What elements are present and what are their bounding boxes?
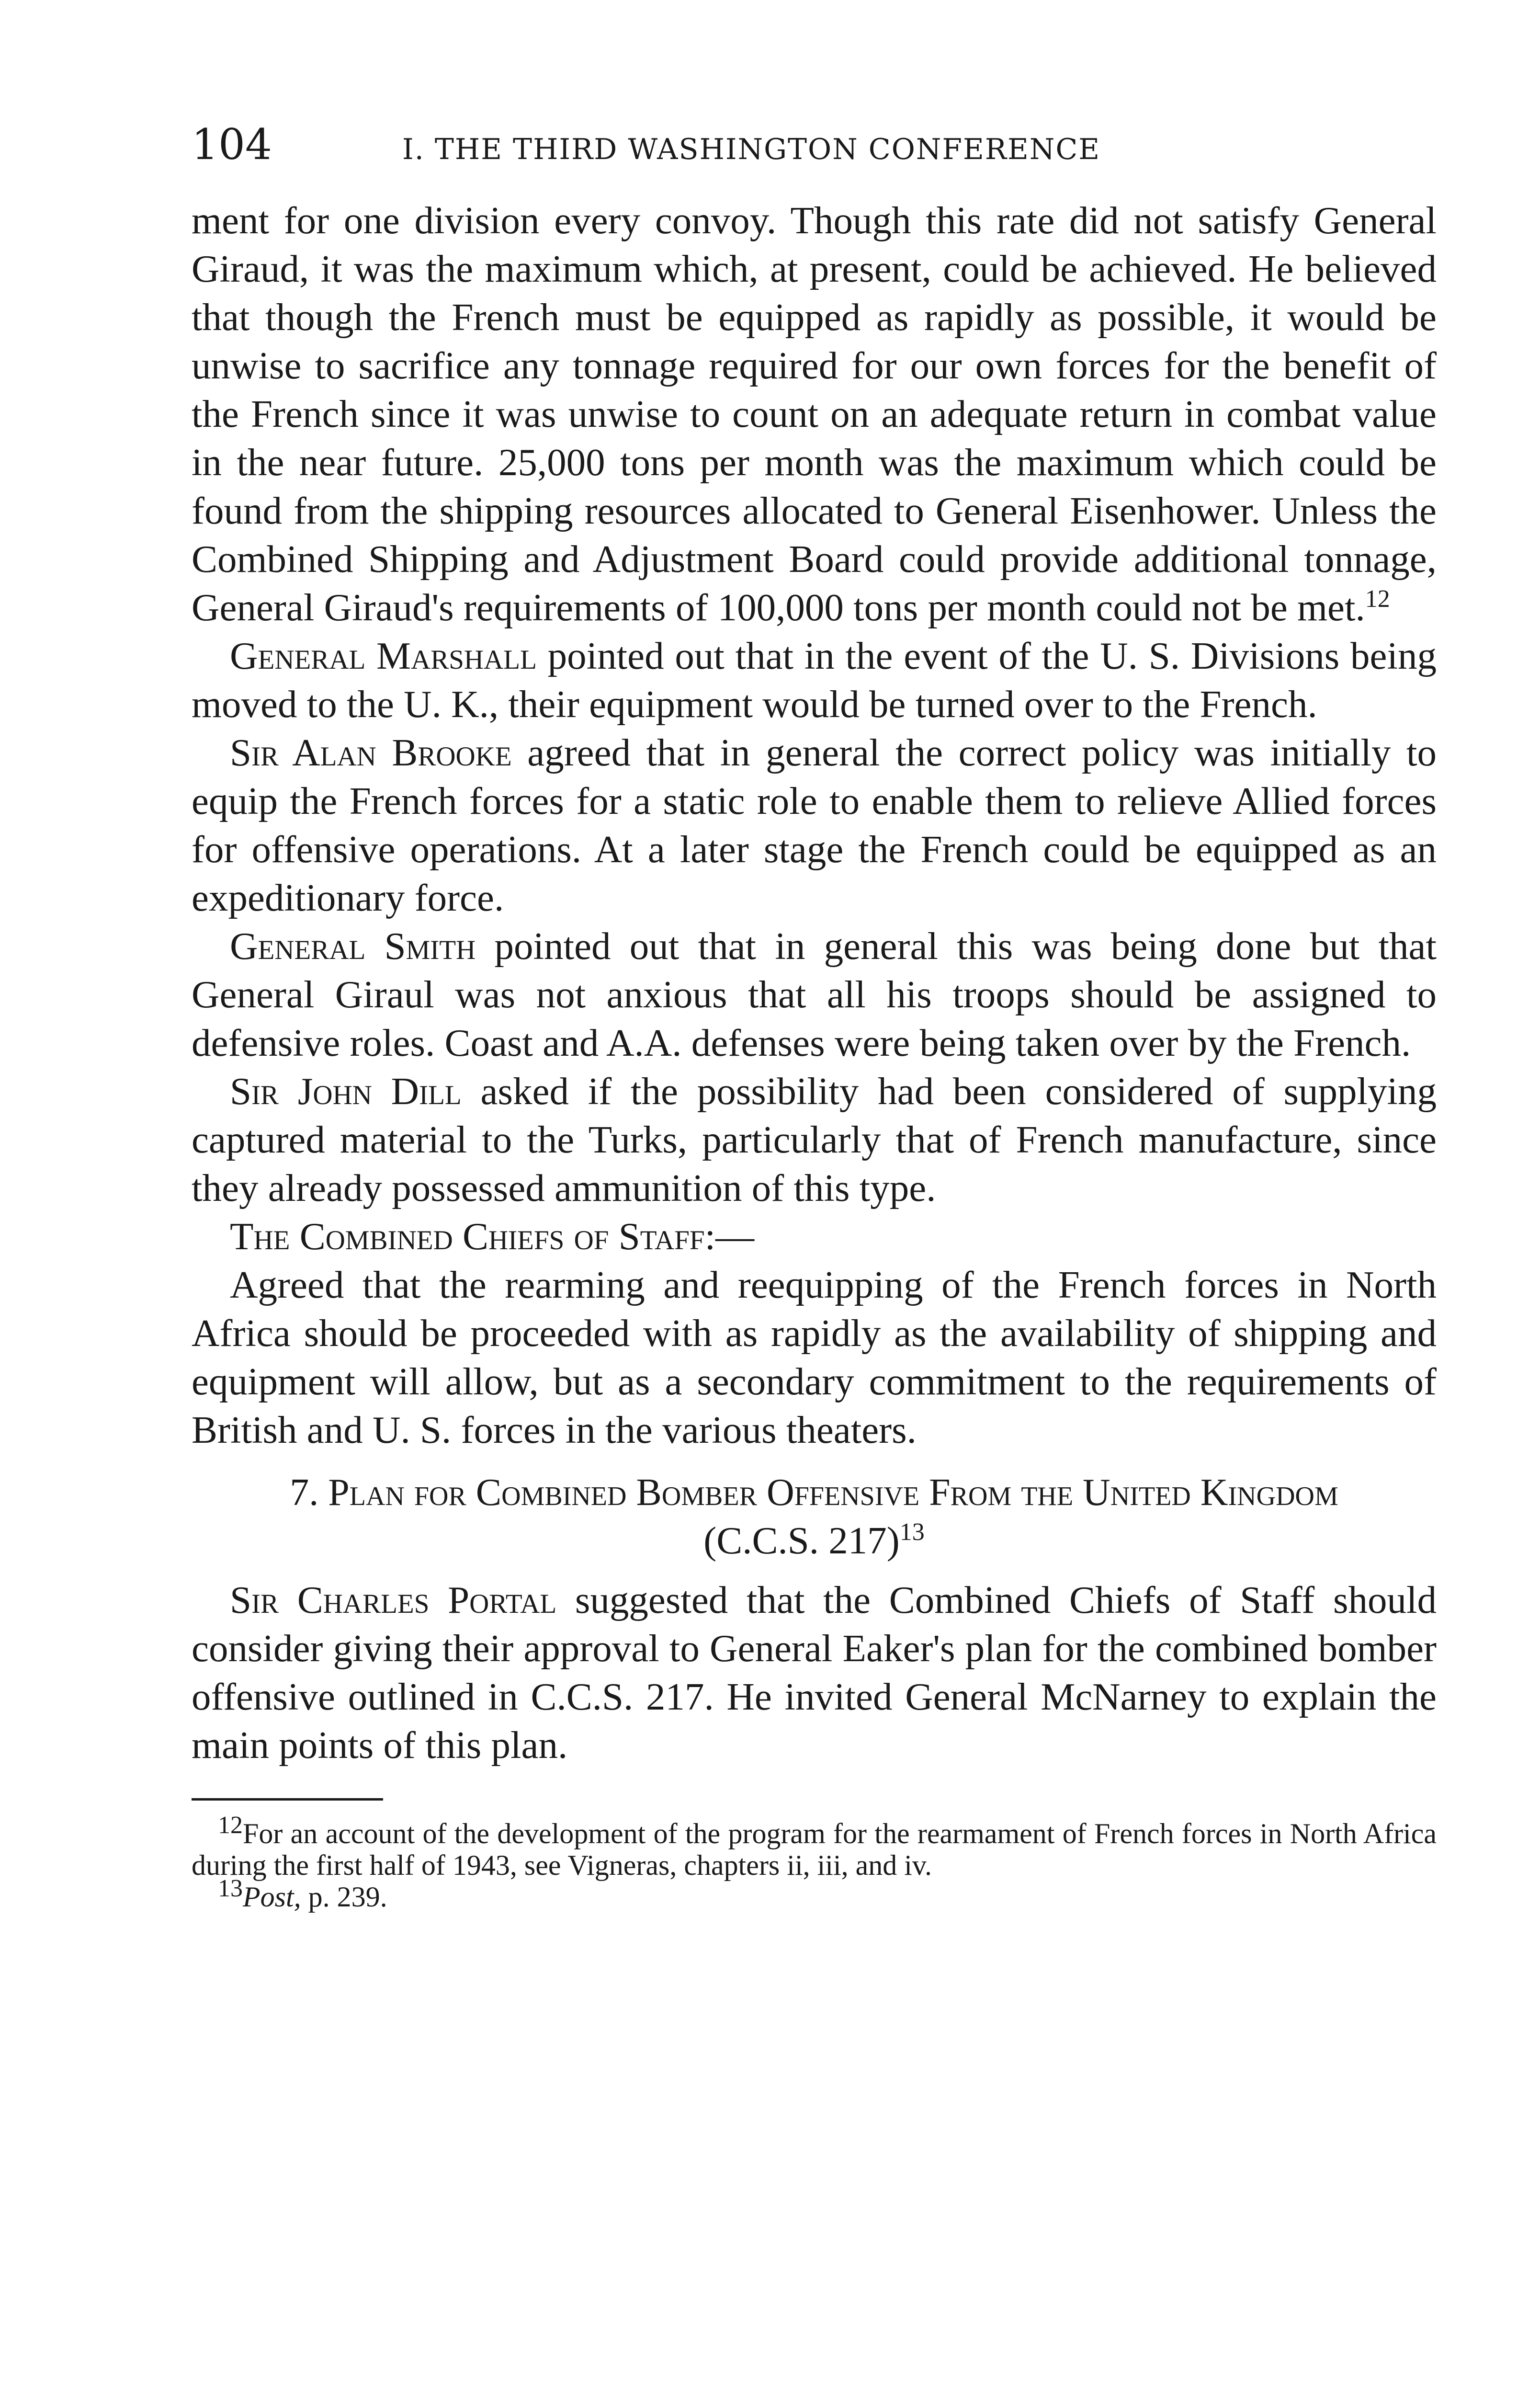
page-number: 104 [192, 120, 272, 169]
footnote-number: 13 [218, 1875, 243, 1902]
paragraph [192, 1212, 1437, 1261]
footnote-ref: 12 [1365, 585, 1390, 613]
document-page [192, 120, 1437, 1913]
footnotes [192, 1812, 1437, 1913]
speaker-name: General Marshall [230, 634, 537, 677]
speaker-name: Sir Alan Brooke [230, 731, 512, 774]
section-reference: (C.C.S. 217)$^{13}$ [703, 1518, 925, 1562]
footnote-text: For an account of the development of the program for the rearmament of French forces in North Africa during the first half of 1943, see Vigneras, chapters ii, iii, and iv. [192, 1818, 1437, 1881]
paragraph-text: suggested that the Combined Chiefs of Staff should consider giving their approval to General Eaker's plan for the combined bomber offensive outlined in C.C.S. 217. He invited General McNarney to explain the main points of this plan. [192, 1578, 1437, 1767]
page-header [192, 120, 1437, 177]
paragraph [192, 922, 1437, 1067]
speaker-name: Sir Charles Portal [230, 1578, 557, 1621]
footnote-text: p. 239. [301, 1881, 387, 1913]
running-head: I. THE THIRD WASHINGTON CONFERENCE [402, 133, 1101, 166]
paragraph-text: asked if the possibility had been considered of supplying captured material to the Turks, particularly that of French manufacture, since they already possessed ammunition of this type. [192, 1070, 1437, 1209]
footnote [192, 1875, 1437, 1913]
agreement-paragraph [192, 1261, 1437, 1454]
paragraph-text: agreed that in general the correct policy was initially to equip the French forces for a static role to enable them to relieve Allied forces for offensive operations. At a later stage the French could be equipped as an expeditionary force. [192, 731, 1437, 919]
paragraph-text: ment for one division every convoy. Though this rate did not satisfy General Giraud, it was the maximum which, at present, could be achieved. He believed that though the French must be equipped as rapidly as possible, it would be unwise to sacrifice any tonnage required for our own forces for the benefit of the French since it was unwise to count on an adequate return in combat value in the near future. 25,000 tons per month was the maximum which could be found from the shipping resources allocated to General Eisenhower. Unless the Combined Shipping and Adjustment Board could provide additional tonnage, General Giraud's requirements of 100,000 tons per month could not be met. [192, 199, 1437, 629]
footnote-ref: 13 [899, 1518, 925, 1546]
paragraph [192, 632, 1437, 729]
body-text [192, 196, 1437, 1769]
paragraph-text: :— [704, 1215, 755, 1258]
footnote-rule [192, 1798, 383, 1801]
paragraph [192, 1067, 1437, 1212]
footnote [192, 1812, 1437, 1881]
paragraph [192, 196, 1437, 632]
paragraph-text: pointed out that in the event of the U. S. Divisions being moved to the U. K., their equipment would be turned over to the French. [192, 634, 1437, 726]
section-heading [192, 1469, 1437, 1564]
speaker-name: Sir John Dill [230, 1070, 462, 1113]
footnote-italic: Post, [243, 1881, 301, 1913]
paragraph-text: pointed out that in general this was being done but that General Giraul was not anxious that all his troops should be assigned to defensive roles. Coast and A.A. defenses were being taken over by the French. [192, 924, 1437, 1064]
section-title: 7. Plan for Combined Bomber Offensive From the United Kingdom [290, 1471, 1338, 1514]
paragraph-text: Agreed that the rearming and reequipping of the French forces in North Africa should be proceeded with as rapidly as the availability of shipping and equipment will allow, but as a secondary commitment to the requirements of British and U. S. forces in the various theaters. [192, 1263, 1437, 1451]
speaker-name: The Combined Chiefs of Staff [230, 1215, 705, 1258]
footnote-number: 12 [218, 1812, 243, 1839]
paragraph [192, 1576, 1437, 1769]
speaker-name: General Smith [230, 924, 476, 968]
paragraph [192, 729, 1437, 922]
